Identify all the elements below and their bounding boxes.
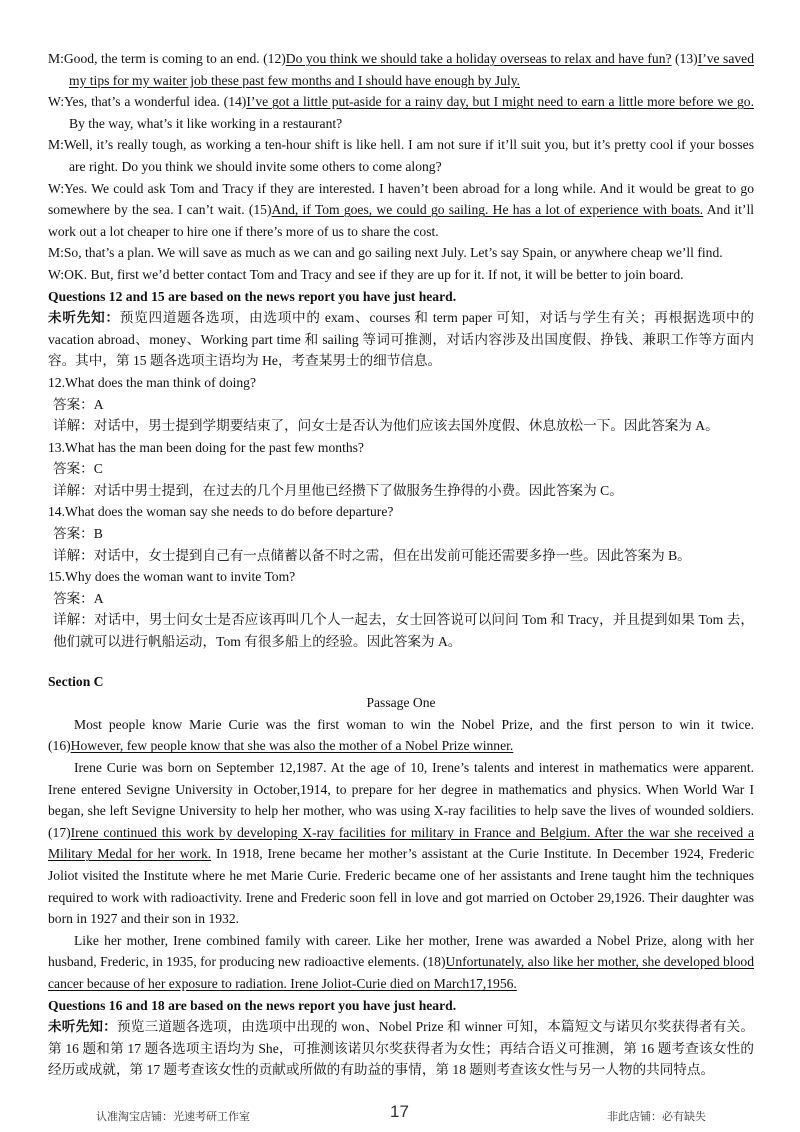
passage-paragraph-1: Most people know Marie Curie was the first woman to win the Nobel Prize, and the first person to win it twice. (16)However, few people know that she was also the mother of a Nobel Prize winner. <box>48 716 754 754</box>
dialogue-line-w3: W:OK. But, first we’d better contact Tom and Tracy and see if they are up for it. If not, it will be better to join board. <box>48 266 684 282</box>
question-14: 14.What does the woman say she needs to do before departure? <box>48 504 394 520</box>
answer-13: 答案：C <box>53 461 103 477</box>
question-13: 13.What has the man been doing for the past few months? <box>48 439 364 455</box>
document-body <box>48 48 754 1081</box>
question-12: 12.What does the man think of doing? <box>48 374 257 390</box>
dialogue-line-m3: M:So, that’s a plan. We will save as much as we can and go sailing next July. Let’s say Spain, or anywhere cheap we’ll find. <box>48 245 723 261</box>
dialogue-line-m1: M:Good, the term is coming to an end. (12)Do you think we should take a holiday overseas to relax and have fun? (13)I’ve saved my tips for my waiter job these past few months and I should have enough by July. <box>48 51 755 88</box>
section-title: Section C <box>48 673 104 689</box>
explanation-13: 详解：对话中男士提到，在过去的几个月里他已经攒下了做服务生挣得的小费。因此答案为 C。 <box>53 482 623 498</box>
questions-heading-2: Questions 16 and 18 are based on the news report you have just heard. <box>48 997 457 1013</box>
dialogue-line-w1: W:Yes, that’s a wonderful idea. (14)I’ve got a little put-aside for a rainy day, but I might need to earn a little more before we go. By the way, what’s it like working in a restaurant? <box>48 94 754 131</box>
explanation-12: 详解：对话中，男士提到学期要结束了，问女士是否认为他们应该去国外度假、休息放松一下。因此答案为 A。 <box>53 418 719 434</box>
answer-15: 答案：A <box>53 590 104 606</box>
preview-paragraph: 未听先知：预览四道题各选项，由选项中的 exam、courses 和 term paper 可知，对话与学生有关；再根据选项中的 vacation abroad、money、Working part time 和 sailing 等词可推测，对话内容涉及出国度假、挣钱、兼职工作等方面内容。其中，第 15 题各选项主语均为 He，考查某男士的细节信息。 <box>48 310 754 369</box>
passage-title: Passage One <box>366 695 436 711</box>
dialogue-line-w2: W:Yes. We could ask Tom and Tracy if they are interested. I haven’t been abroad for a long while. And it would be great to go somewhere by the sea. I can’t wait. (15)And, if Tom goes, we could go sailing. He has a lot of experience with boats. And it’ll work out a lot cheaper to hire one if there’s more of us to share the cost. <box>48 180 755 239</box>
answer-12: 答案：A <box>53 396 104 412</box>
footer-right-note: 非此店铺：必有缺失 <box>607 1111 706 1123</box>
page-number: 17 <box>390 1102 409 1121</box>
answer-14: 答案：B <box>53 526 103 542</box>
page-footer <box>0 1102 800 1124</box>
passage-paragraph-2: Irene Curie was born on September 12,1987. At the age of 10, Irene’s talents and interest in mathematics were apparent. Irene entered Sevigne University in October,1914, to prepare for her degree in mathematics and physics. When World War I began, she left Sevigne University to help her mother, who was using X-ray facilities to help save the lives of wounded soldiers. (17)Irene continued this work by developing X-ray facilities for military in France and Belgium. After the war she received a Military Medal for her work. In 1918, Irene became her mother’s assistant at the Curie Institute. In December 1924, Frederic Joliot visited the Institute where he met Marie Curie. Frederic became one of her assistants and Irene taught him the techniques required to work with radioactivity. Irene and Frederic soon fell in love and got married on October 29,1926. Their daughter was born in 1927 and their son in 1932. <box>48 760 755 927</box>
question-15: 15.Why does the woman want to invite Tom? <box>48 569 296 585</box>
passage-paragraph-3: Like her mother, Irene combined family with career. Like her mother, Irene was awarded a Nobel Prize, along with her husband, Frederic, in 1935, for producing new radioactive elements. (18)Unfortunately, also like her mother, she developed blood cancer because of her exposure to radiation. Irene Joliot-Curie died on March17,1956. <box>48 932 755 991</box>
explanation-15: 详解：对话中，男士问女士是否应该再叫几个人一起去，女士回答说可以问问 Tom 和 Tracy，并且提到如果 Tom 去，他们就可以进行帆船运动，Tom 有很多船上的经验。因此答案为 A。 <box>53 612 754 650</box>
dialogue-line-m2: M:Well, it’s really tough, as working a ten-hour shift is like hell. I am not sure if it’ll suit you, but it’s pretty cool if your bosses are right. Do you think we should invite some others to come along? <box>48 137 754 174</box>
footer-left-note: 认准淘宝店铺：光速考研工作室 <box>96 1111 250 1123</box>
explanation-14: 详解：对话中，女士提到自己有一点储蓄以备不时之需，但在出发前可能还需要多挣一些。因此答案为 B。 <box>53 547 691 563</box>
preview-paragraph-2: 未听先知：预览三道题各选项，由选项中出现的 won、Nobel Prize 和 winner 可知，本篇短文与诺贝尔奖获得者有关。第 16 题和第 17 题各选项主语均为 She，可推测该诺贝尔奖获得者为女性；再结合语义可推测，第 16 题考查该女性的经历或成就，第 17 题考查该女性的贡献或所做的有助益的事情，第 18 题则考查该女性与另一人物的共同特点。 <box>48 1019 754 1078</box>
questions-heading: Questions 12 and 15 are based on the news report you have just heard. <box>48 288 457 304</box>
